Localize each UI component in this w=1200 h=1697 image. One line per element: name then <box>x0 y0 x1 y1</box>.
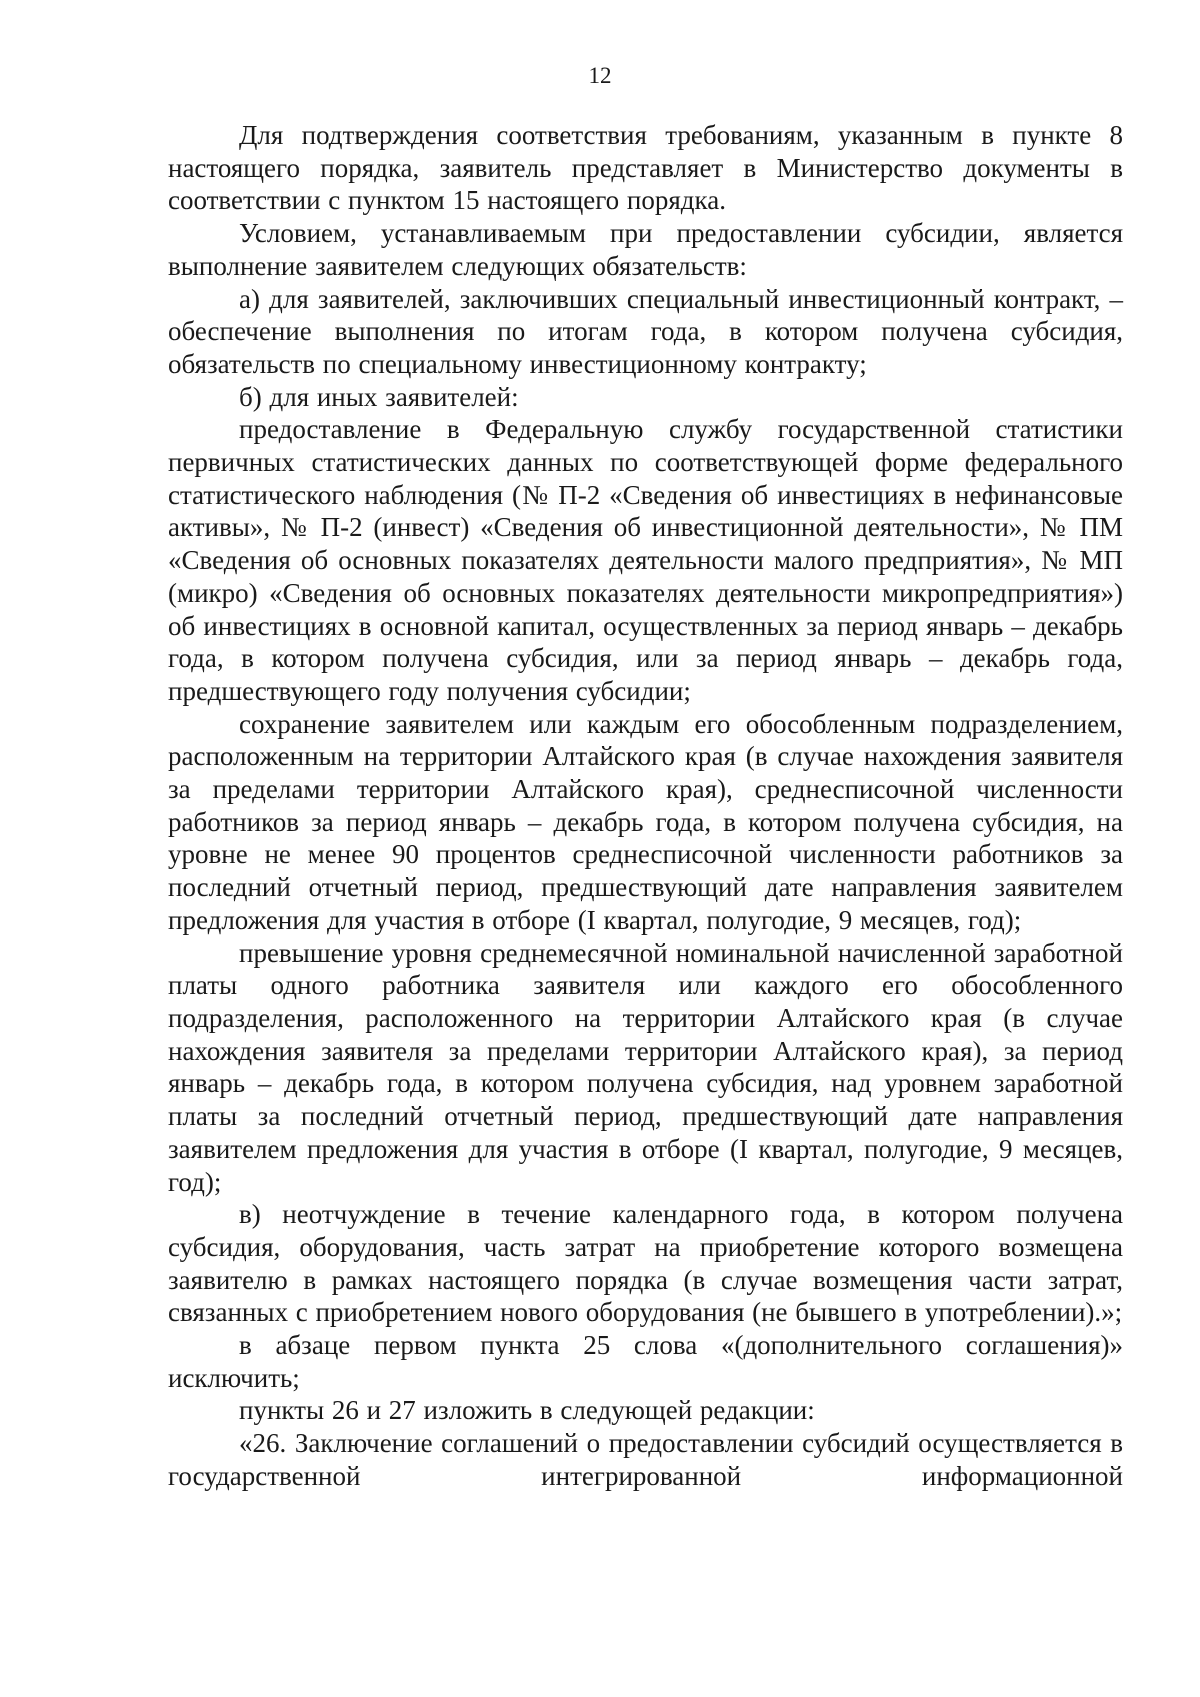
paragraph-item-a: а) для заявителей, заключивших специальный инвестиционный контракт, – обеспечение выполнения по итогам года, в котором получена субсидия, обязательств по специальному инвестиционному контракту; <box>168 283 1123 379</box>
paragraph-point-26: «26. Заключение соглашений о предоставлении субсидий осуществляется в государственной интегрированной информационной <box>168 1428 1123 1491</box>
paragraph-headcount: сохранение заявителем или каждым его обособленным подразделением, расположенным на территории Алтайского края (в случае нахождения заявителя за пределами территории Алтайского края), среднесписочной численности работников за период январь – декабрь года, в котором получена субсидия, на уровне не менее 90 процентов среднесписочной численности работников за последний отчетный период, предшествующий дате направления заявителем предложения для участия в отборе (I квартал, полугодие, 9 месяцев, год); <box>168 708 1123 935</box>
paragraph-item-b: б) для иных заявителей: <box>239 381 519 412</box>
paragraph-wages: превышение уровня среднемесячной номинальной начисленной заработной платы одного работника заявителя или каждого его обособленного подразделения, расположенного на территории Алтайского края (в случае нахождения заявителя за пределами территории Алтайского края), за период январь – декабрь года, в котором получена субсидия, над уровнем заработной платы за последний отчетный период, предшествующий дате направления заявителем предложения для участия в отборе (I квартал, полугодие, 9 месяцев, год); <box>168 937 1123 1197</box>
page-number: 12 <box>588 63 612 88</box>
paragraph-confirmation: Для подтверждения соответствия требованиям, указанным в пункте 8 настоящего порядка, заявитель представляет в Министерство документы в соответствии с пунктом 15 настоящего порядка. <box>168 120 1123 216</box>
paragraph-item-v: в) неотчуждение в течение календарного года, в котором получена субсидия, оборудования, часть затрат на приобретение которого возмещена заявителю в рамках настоящего порядка (в случае возмещения части затрат, связанных с приобретением нового оборудования (не бывшего в употреблении).»; <box>168 1199 1123 1328</box>
paragraph-statistics: предоставление в Федеральную службу государственной статистики первичных статистических данных по соответствующей форме федерального статистического наблюдения (№ П-2 «Сведения об инвестициях в нефинансовые активы», № П-2 (инвест) «Сведения об инвестиционной деятельности», № ПМ «Сведения об основных показателях деятельности малого предприятия», № МП (микро) «Сведения об основных показателях деятельности микропредприятия») об инвестициях в основной капитал, осуществленных за период январь – декабрь года, в котором получена субсидия, или за период январь – декабрь года, предшествующего году получения субсидии; <box>168 414 1123 706</box>
paragraph-points-26-27: пункты 26 и 27 изложить в следующей редакции: <box>239 1395 815 1426</box>
document-body <box>168 119 1123 1493</box>
paragraph-point-25: в абзаце первом пункта 25 слова «(дополнительного соглашения)» исключить; <box>168 1330 1123 1393</box>
paragraph-condition: Условием, устанавливаемым при предоставлении субсидии, является выполнение заявителем следующих обязательств: <box>168 218 1123 281</box>
